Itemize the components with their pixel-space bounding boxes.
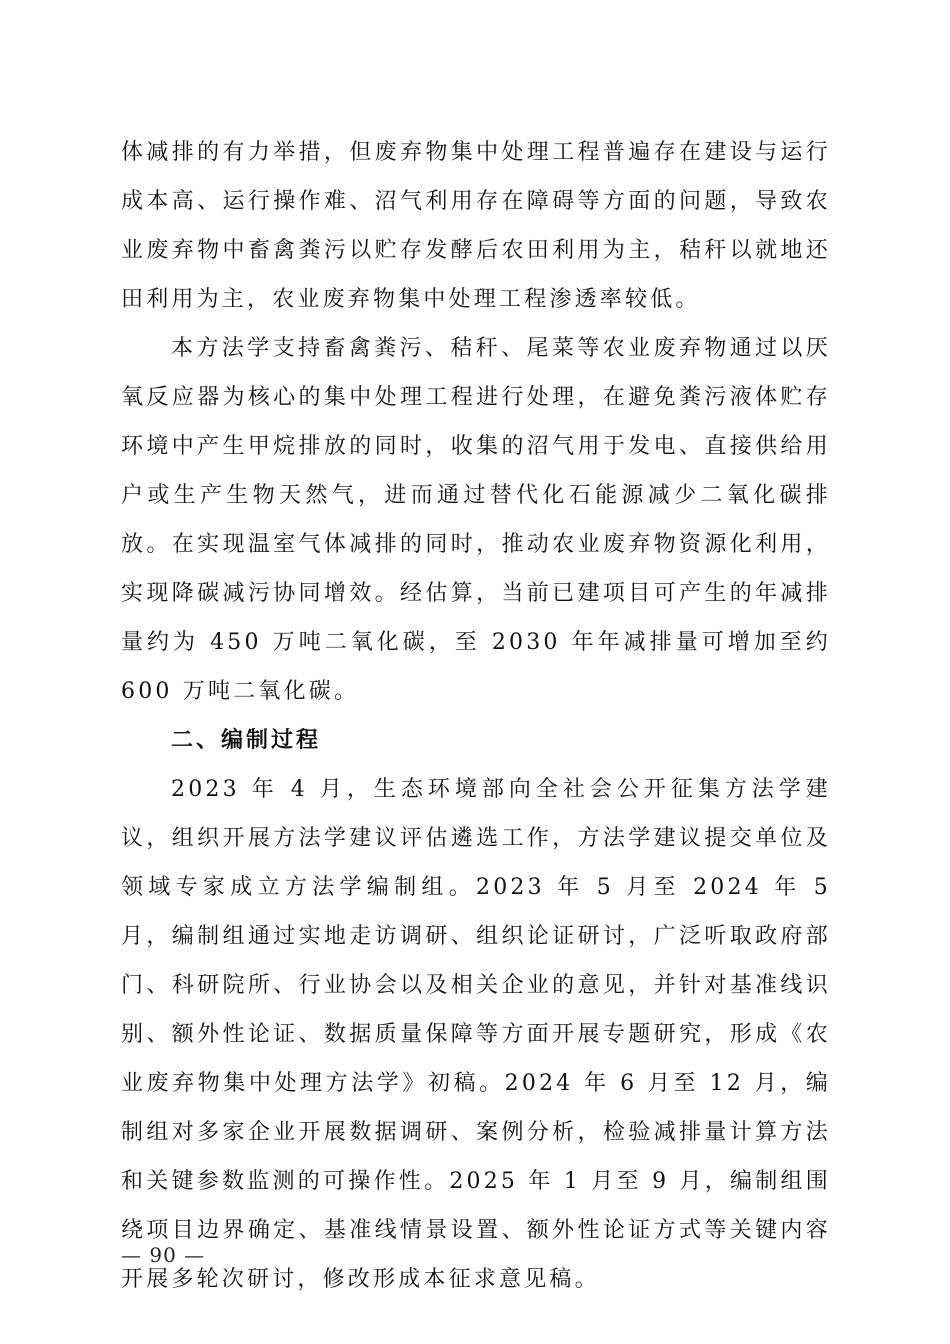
page-number: — 90 — bbox=[121, 1243, 206, 1267]
section-heading: 二、编制过程 bbox=[171, 728, 322, 753]
document-body bbox=[121, 128, 831, 1304]
paragraph-continuation: 体减排的有力举措，但废弃物集中处理工程普遍存在建设与运行成本高、运行操作难、沼气利用存在障碍等方面的问题，导致农业废弃物中畜禽粪污以贮存发酵后农田利用为主，秸秆以就地还田利用为主，农业废弃物集中处理工程渗透率较低。 bbox=[121, 140, 831, 312]
paragraph-compilation-process: 2023 年 4 月，生态环境部向全社会公开征集方法学建议，组织开展方法学建议评估遴选工作，方法学建议提交单位及领域专家成立方法学编制组。2023 年 5 月至 2024 年 5 月，编制组通过实地走访调研、组织论证研讨，广泛听取政府部门、科研院所、行业协会以及相关企业的意见，并针对基准线识别、额外性论证、数据质量保障等方面开展专题研究，形成《农业废弃物集中处理方法学》初稿。2024 年 6 月至 12 月，编制组对多家企业开展数据调研、案例分析，检验减排量计算方法和关键参数监测的可操作性。2025 年 1 月至 9 月，编制组围绕项目边界确定、基准线情景设置、额外性论证方式等关键内容开展多轮次研讨，修改形成本征求意见稿。 bbox=[121, 777, 831, 1292]
paragraph-methodology-support: 本方法学支持畜禽粪污、秸秆、尾菜等农业废弃物通过以厌氧反应器为核心的集中处理工程进行处理，在避免粪污液体贮存环境中产生甲烷排放的同时，收集的沼气用于发电、直接供给用户或生产生物天然气，进而通过替代化石能源减少二氧化碳排放。在实现温室气体减排的同时，推动农业废弃物资源化利用，实现降碳减污协同增效。经估算，当前已建项目可产生的年减排量约为 450 万吨二氧化碳，至 2030 年年减排量可增加至约 600 万吨二氧化碳。 bbox=[121, 336, 831, 704]
